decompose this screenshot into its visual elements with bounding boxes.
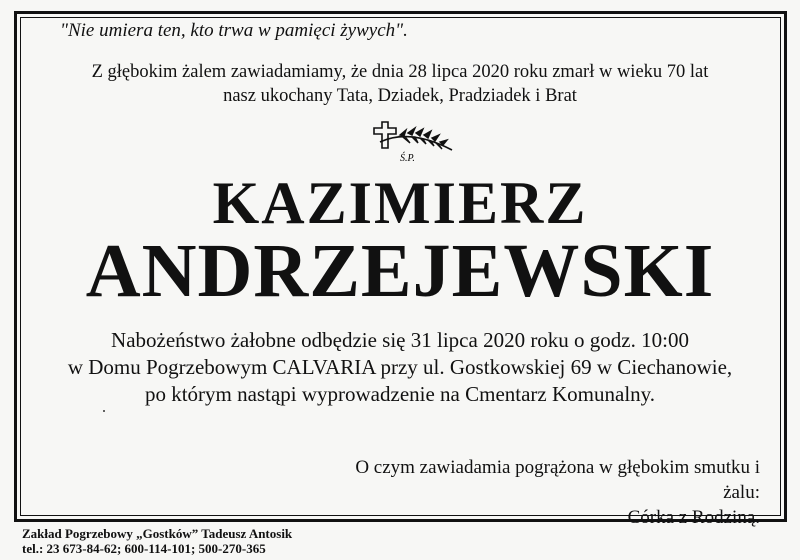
print-speck xyxy=(103,410,105,412)
death-announcement xyxy=(0,60,800,108)
footer-phones: tel.: 23 673-84-62; 600-114-101; 500-270-365 xyxy=(22,541,266,556)
funeral-home-footer xyxy=(22,526,292,556)
funeral-service-details xyxy=(0,327,800,408)
closing-signature xyxy=(350,455,760,530)
service-line-2: w Domu Pogrzebowym CALVARIA przy ul. Gostkowskiej 69 w Ciechanowie, xyxy=(67,355,733,379)
announcement-line-1: Z głębokim żalem zawiadamiamy, że dnia 28 lipca 2020 roku zmarł w wieku 70 lat xyxy=(91,62,709,82)
footer-company: Zakład Pogrzebowy „Gostków” Tadeusz Antosik xyxy=(22,526,293,541)
deceased-last-name: ANDRZEJEWSKI xyxy=(85,229,715,313)
announcement-line-2: nasz ukochany Tata, Dziadek, Pradziadek i Brat xyxy=(223,86,577,106)
closing-line-2: Córka z Rodziną. xyxy=(627,507,760,528)
motto-quote: "Nie umiera ten, kto trwa w pamięci żywych". xyxy=(60,20,408,41)
emblem-abbreviation: Ś.P. xyxy=(400,153,415,164)
cross-with-palm-branch-icon xyxy=(360,118,460,166)
closing-line-1: O czym zawiadamia pogrążona w głębokim smutku i żalu: xyxy=(355,457,760,503)
service-line-3: po którym nastąpi wyprowadzenie na Cmentarz Komunalny. xyxy=(144,382,656,406)
deceased-first-name: KAZIMIERZ xyxy=(212,170,588,236)
service-line-1: Nabożeństwo żałobne odbędzie się 31 lipca 2020 roku o godz. 10:00 xyxy=(111,328,689,352)
